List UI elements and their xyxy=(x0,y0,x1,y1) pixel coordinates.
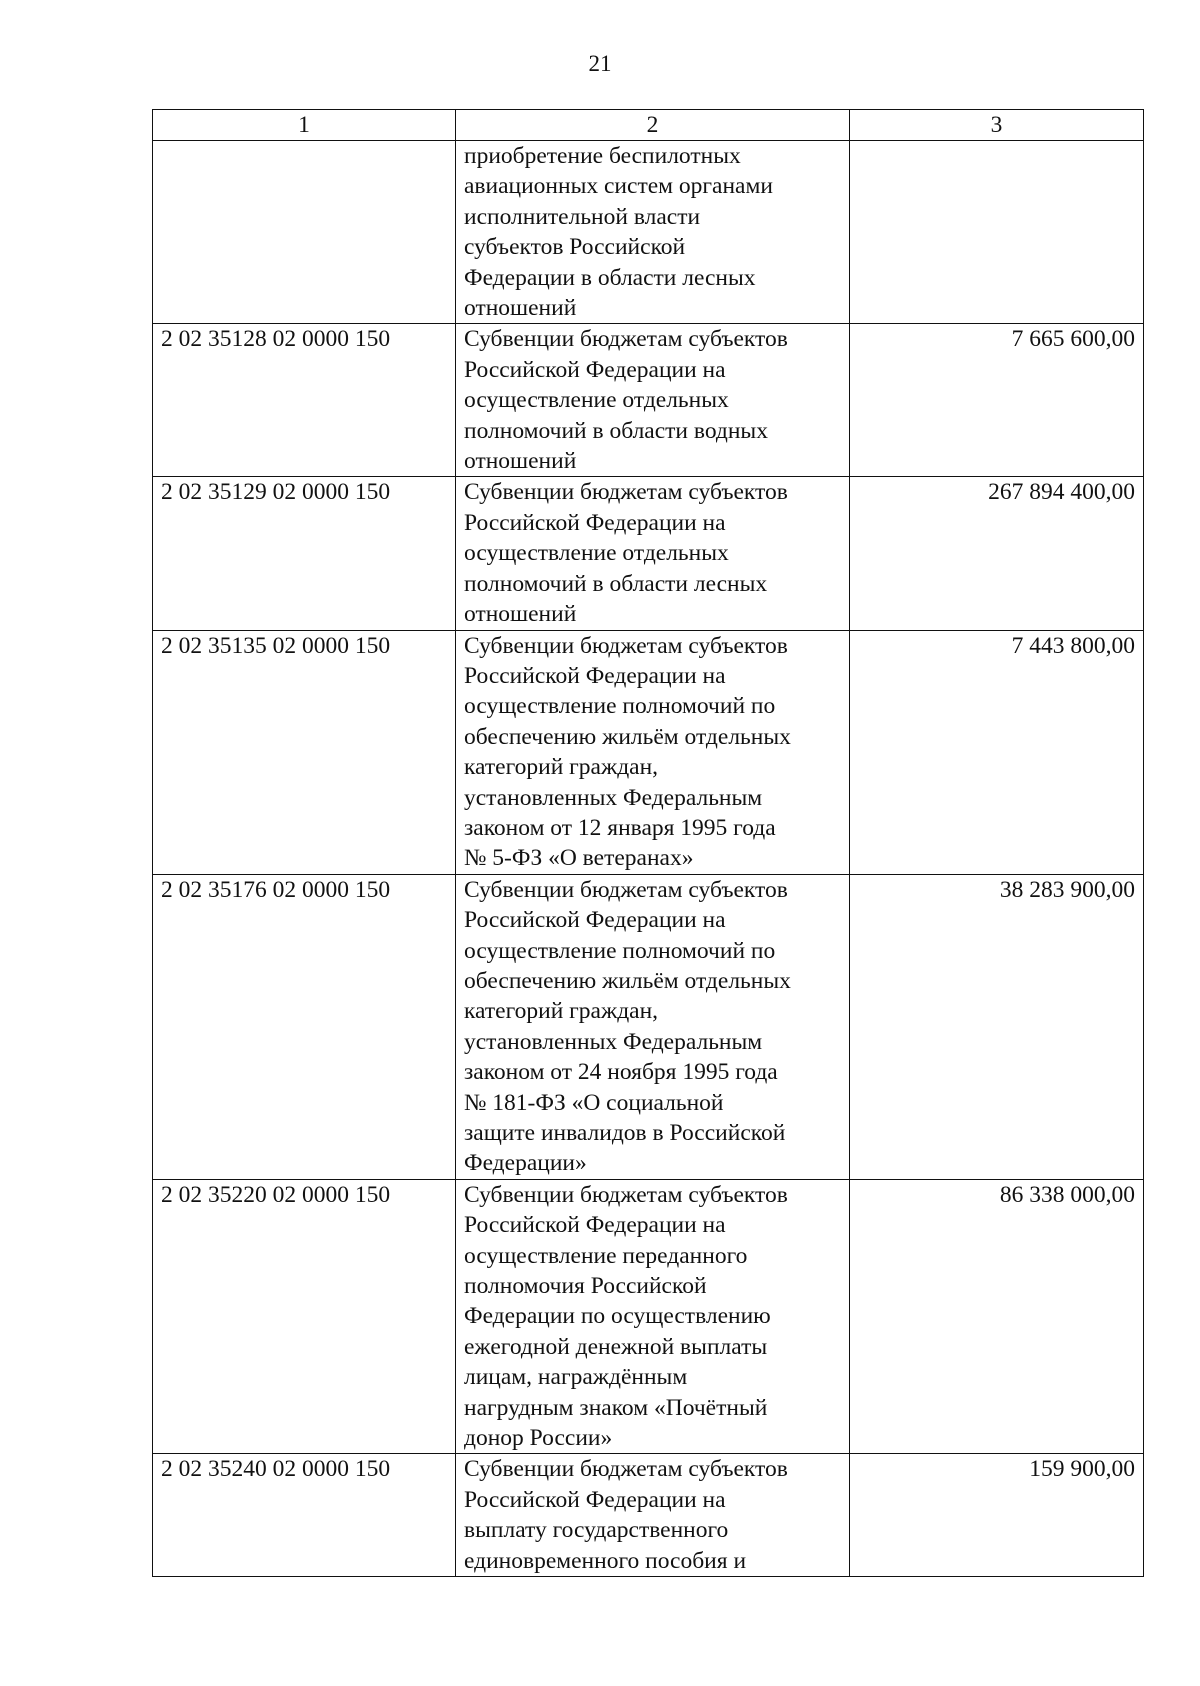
description-line: полномочий в области водных xyxy=(464,417,768,444)
amount-cell: 159 900,00 xyxy=(850,1454,1144,1577)
table-row xyxy=(153,141,1144,324)
description-line: единовременного пособия и xyxy=(464,1547,747,1574)
description-line: Субвенции бюджетам субъектов xyxy=(464,1181,788,1208)
description-line: отношений xyxy=(464,601,577,628)
budget-code-cell: 2 02 35176 02 0000 150 xyxy=(153,874,456,1179)
description-cell xyxy=(456,630,850,874)
description-line: Федерации по осуществлению xyxy=(464,1303,771,1330)
table-body xyxy=(153,141,1144,1577)
description-line: полномочия Российской xyxy=(464,1273,707,1300)
amount-cell: 7 443 800,00 xyxy=(850,630,1144,874)
budget-code-cell: 2 02 35128 02 0000 150 xyxy=(153,324,456,477)
description-line: осуществление полномочий по xyxy=(464,937,776,964)
description-line: Субвенции бюджетам субъектов xyxy=(464,876,788,903)
description-line: нагрудным знаком «Почётный xyxy=(464,1394,768,1421)
description-line: Субвенции бюджетам субъектов xyxy=(464,632,788,659)
budget-code-cell: 2 02 35240 02 0000 150 xyxy=(153,1454,456,1577)
description-line: № 181-ФЗ «О социальной xyxy=(464,1089,724,1116)
description-line: Субвенции бюджетам субъектов xyxy=(464,479,788,506)
description-line: авиационных систем органами xyxy=(464,173,773,200)
header-col-1: 1 xyxy=(153,110,456,141)
budget-code-cell: 2 02 35220 02 0000 150 xyxy=(153,1179,456,1454)
description-line: Субвенции бюджетам субъектов xyxy=(464,1456,788,1483)
description-line: обеспечению жильём отдельных xyxy=(464,967,791,994)
description-line: Российской Федерации на xyxy=(464,356,726,383)
description-cell xyxy=(456,1179,850,1454)
description-line: Российской Федерации на xyxy=(464,1486,726,1513)
description-line: Субвенции бюджетам субъектов xyxy=(464,326,788,353)
table-row xyxy=(153,630,1144,874)
description-line: категорий граждан, xyxy=(464,754,659,781)
description-cell xyxy=(456,324,850,477)
description-line: Российской Федерации на xyxy=(464,1212,726,1239)
description-line: осуществление отдельных xyxy=(464,387,729,414)
description-line: Федерации в области лесных xyxy=(464,264,756,291)
description-line: отношений xyxy=(464,295,577,322)
description-line: Российской Федерации на xyxy=(464,509,726,536)
description-line: выплату государственного xyxy=(464,1517,729,1544)
amount-cell: 267 894 400,00 xyxy=(850,477,1144,630)
description-line: отношений xyxy=(464,448,577,475)
description-line: исполнительной власти xyxy=(464,203,701,230)
table-row xyxy=(153,477,1144,630)
table-row xyxy=(153,324,1144,477)
description-line: обеспечению жильём отдельных xyxy=(464,723,791,750)
budget-table xyxy=(152,109,1144,1577)
amount-cell xyxy=(850,141,1144,324)
description-line: законом от 12 января 1995 года xyxy=(464,814,776,841)
table-header-row xyxy=(153,110,1144,141)
description-line: № 5-ФЗ «О ветеранах» xyxy=(464,845,694,872)
description-line: осуществление полномочий по xyxy=(464,693,776,720)
header-col-2: 2 xyxy=(456,110,850,141)
table-row xyxy=(153,1454,1144,1577)
description-line: категорий граждан, xyxy=(464,998,659,1025)
amount-cell: 38 283 900,00 xyxy=(850,874,1144,1179)
description-cell xyxy=(456,477,850,630)
description-line: лицам, награждённым xyxy=(464,1364,688,1391)
budget-code-cell: 2 02 35135 02 0000 150 xyxy=(153,630,456,874)
description-line: установленных Федеральным xyxy=(464,1028,763,1055)
description-line: осуществление отдельных xyxy=(464,540,729,567)
amount-cell: 7 665 600,00 xyxy=(850,324,1144,477)
description-line: Российской Федерации на xyxy=(464,662,726,689)
header-col-3: 3 xyxy=(850,110,1144,141)
description-cell xyxy=(456,141,850,324)
amount-cell: 86 338 000,00 xyxy=(850,1179,1144,1454)
description-line: Федерации» xyxy=(464,1150,587,1177)
description-line: законом от 24 ноября 1995 года xyxy=(464,1059,778,1086)
description-line: осуществление переданного xyxy=(464,1242,748,1269)
description-line: приобретение беспилотных xyxy=(464,143,741,169)
table-row xyxy=(153,1179,1144,1454)
budget-code-cell xyxy=(153,141,456,324)
page-number: 21 xyxy=(588,51,612,76)
description-cell xyxy=(456,1454,850,1577)
description-line: полномочий в области лесных xyxy=(464,570,768,597)
description-line: ежегодной денежной выплаты xyxy=(464,1333,768,1360)
description-cell xyxy=(456,874,850,1179)
budget-code-cell: 2 02 35129 02 0000 150 xyxy=(153,477,456,630)
description-line: Российской Федерации на xyxy=(464,907,726,934)
description-line: установленных Федеральным xyxy=(464,784,763,811)
description-line: донор России» xyxy=(464,1425,613,1452)
table-row xyxy=(153,874,1144,1179)
description-line: субъектов Российской xyxy=(464,234,686,261)
description-line: защите инвалидов в Российской xyxy=(464,1120,786,1146)
